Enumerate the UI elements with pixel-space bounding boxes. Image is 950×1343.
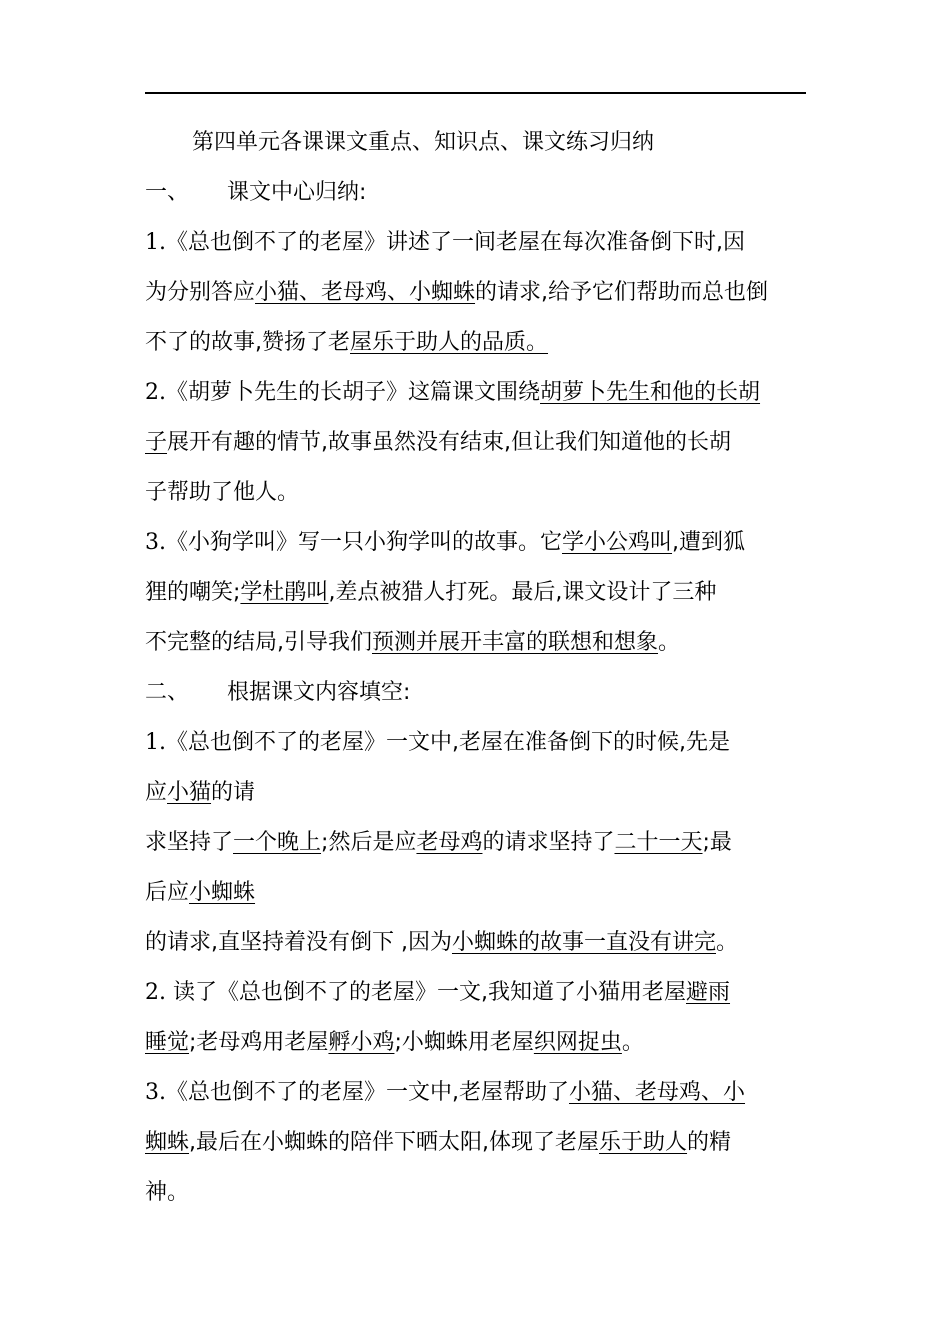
- section2-heading: [145, 668, 810, 718]
- answer-underline: 蜘蛛: [145, 1130, 190, 1155]
- s1-item3-line1: 3.《小狗学叫》写一只小狗学叫的故事。它学小公鸡叫,遭到狐: [145, 530, 746, 555]
- header-rule: [145, 92, 806, 94]
- section1-marker: 一、: [145, 180, 190, 205]
- s1-item2-line1: 2.《胡萝卜先生的长胡子》这篇课文围绕胡萝卜先生和他的长胡: [145, 380, 761, 405]
- s1-item1-line1: 1.《总也倒不了的老屋》讲述了一间老屋在每次准备倒下时,因: [145, 230, 745, 255]
- answer-underline: 胡萝卜先生和他的长胡: [540, 380, 761, 405]
- s2-q3-line3: 神。: [145, 1180, 190, 1205]
- answer-underline: 小蜘蛛的故事一直没有讲完: [451, 930, 716, 955]
- answer-underline: 学杜鹃叫: [240, 580, 329, 605]
- document-body: [145, 118, 810, 1218]
- answer-underline: 小猫: [167, 780, 212, 805]
- section2-marker: 二、: [145, 680, 190, 705]
- answer-underline: 孵小鸡: [328, 1030, 395, 1055]
- s2-q2-line1: 2. 读了《总也倒不了的老屋》一文,我知道了小猫用老屋避雨: [145, 980, 731, 1005]
- answer-underline: 睡觉: [145, 1030, 190, 1055]
- s2-q1-line1: 1.《总也倒不了的老屋》一文中,老屋在准备倒下的时候,先是: [145, 730, 730, 755]
- answer-underline: 预测并展开丰富的联想和想象: [372, 630, 659, 655]
- s1-item1-line3: 不了的故事,赞扬了老屋乐于助人的品质。: [145, 330, 549, 355]
- section1-heading-text: 课文中心归纳:: [227, 180, 367, 205]
- s1-item2-line2: 子展开有趣的情节,故事虽然没有结束,但让我们知道他的长胡: [145, 430, 732, 455]
- answer-underline: 学小公鸡叫: [562, 530, 673, 555]
- answer-underline: 小猫、老母鸡、小蜘蛛: [255, 280, 476, 305]
- section1-heading: [145, 168, 810, 218]
- document-title: 第四单元各课课文重点、知识点、课文练习归纳: [192, 130, 655, 155]
- answer-underline: 织网捉虫: [533, 1030, 622, 1055]
- answer-underline: 老母鸡: [416, 830, 483, 855]
- answer-underline: 小猫、老母鸡、小: [569, 1080, 746, 1105]
- s2-q2-line2: 睡觉;老母鸡用老屋孵小鸡;小蜘蛛用老屋织网捉虫。: [145, 1030, 644, 1055]
- s1-item2-line3: 子帮助了他人。: [145, 480, 300, 505]
- s1-item3-line3: 不完整的结局,引导我们预测并展开丰富的联想和想象。: [145, 630, 681, 655]
- s2-q1-line5: 的请求,直坚持着没有倒下 ,因为小蜘蛛的故事一直没有讲完。: [145, 930, 739, 955]
- s1-item3-line2: 狸的嘲笑;学杜鹃叫,差点被猎人打死。最后,课文设计了三种: [145, 580, 717, 605]
- section2-heading-text: 根据课文内容填空:: [227, 680, 411, 705]
- s2-q1-line2: 应小猫的请: [145, 780, 256, 805]
- answer-underline: 小蜘蛛: [189, 880, 256, 905]
- s2-q1-line4: 后应小蜘蛛: [145, 880, 256, 905]
- answer-underline: 屋乐于助人的品质。: [350, 330, 549, 355]
- s2-q3-line2: 蜘蛛,最后在小蜘蛛的陪伴下晒太阳,体现了老屋乐于助人的精: [145, 1130, 732, 1155]
- s2-q1-line3: 求坚持了一个晚上;然后是应老母鸡的请求坚持了二十一天;最: [145, 830, 732, 855]
- answer-underline: 一个晚上: [233, 830, 322, 855]
- answer-underline: 乐于助人: [599, 1130, 688, 1155]
- s2-q3-line1: 3.《总也倒不了的老屋》一文中,老屋帮助了小猫、老母鸡、小: [145, 1080, 746, 1105]
- answer-underline: 避雨: [686, 980, 731, 1005]
- answer-underline: 二十一天: [614, 830, 703, 855]
- answer-underline: 子: [145, 430, 168, 455]
- s1-item1-line2: 为分别答应小猫、老母鸡、小蜘蛛的请求,给予它们帮助而总也倒: [145, 280, 769, 305]
